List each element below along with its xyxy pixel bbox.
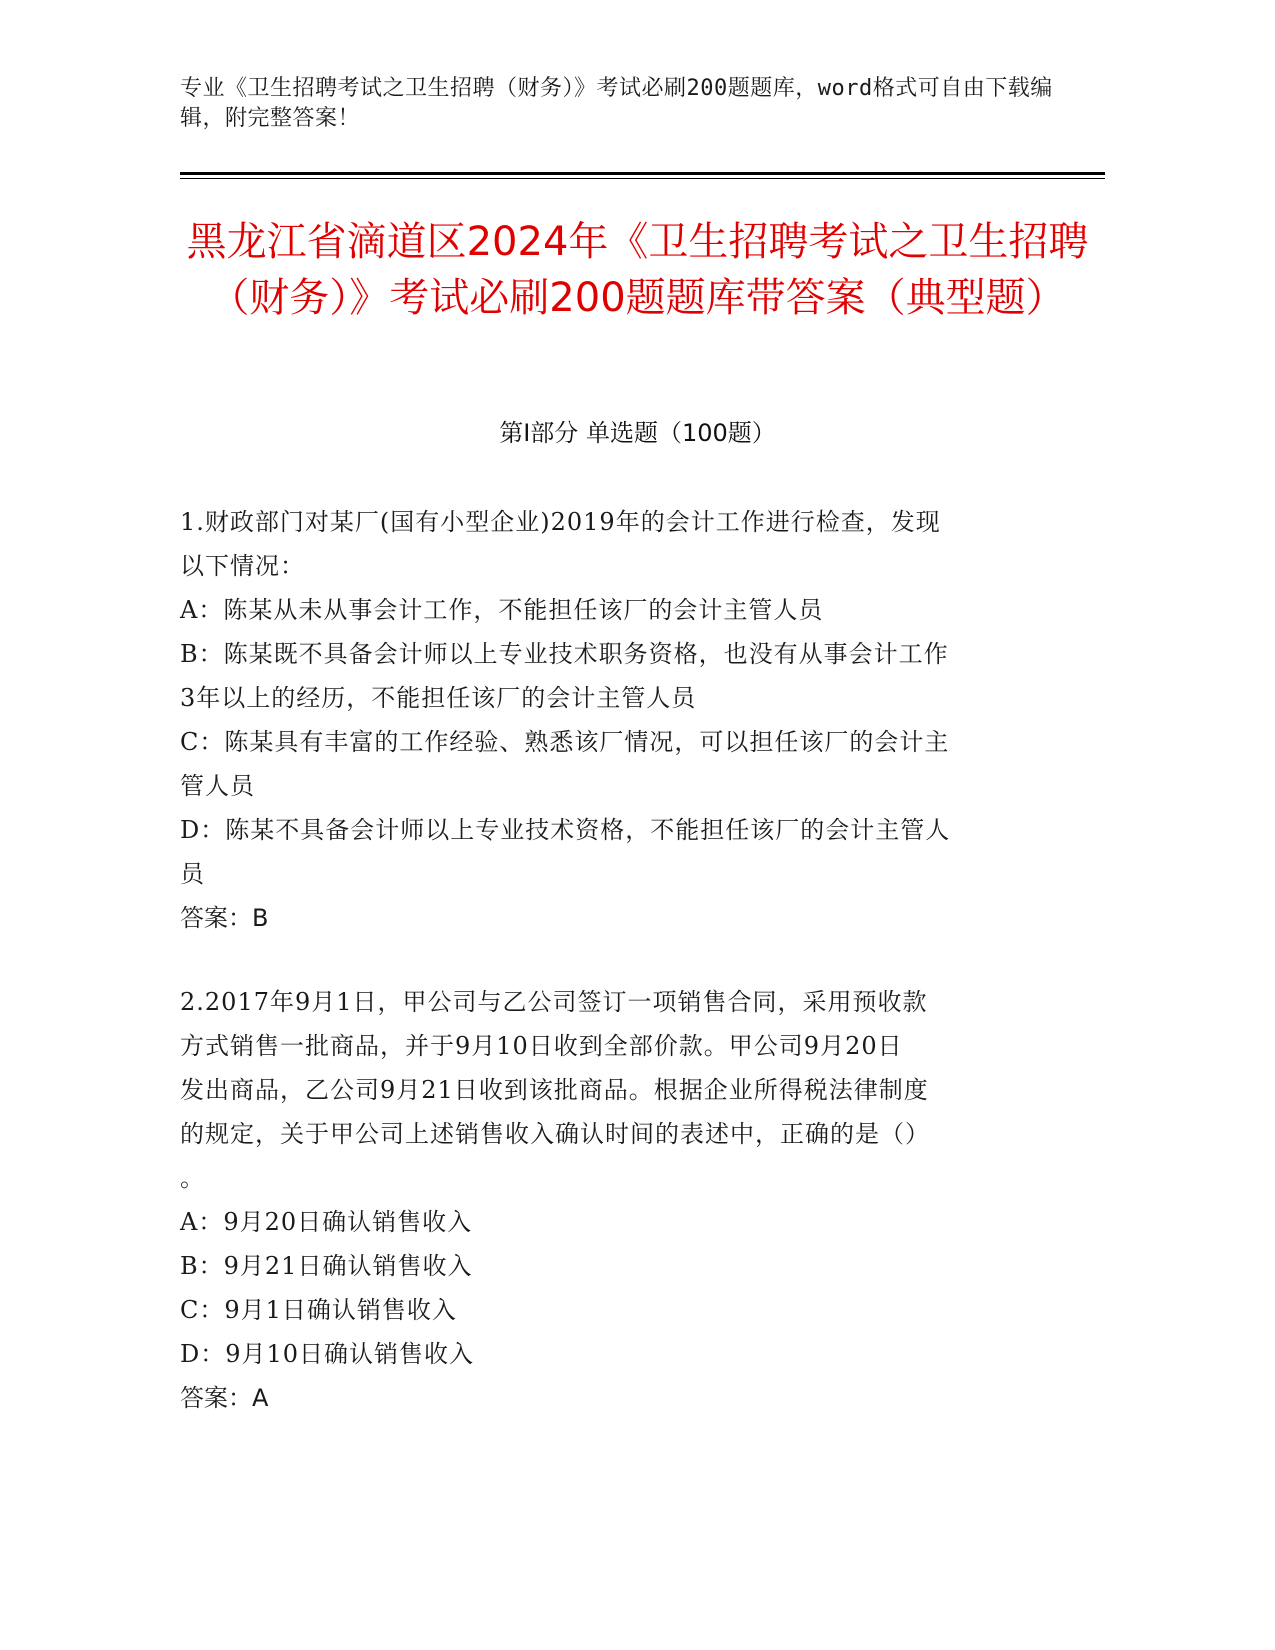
- option-c: C：陈某具有丰富的工作经验、熟悉该厂情况，可以担任该厂的会计主: [180, 728, 950, 756]
- option-b: B：9月21日确认销售收入: [180, 1252, 473, 1280]
- option-a: A：9月20日确认销售收入: [180, 1208, 473, 1236]
- option-d: D：陈某不具备会计师以上专业技术资格，不能担任该厂的会计主管人: [180, 816, 951, 844]
- question-stem-line: 方式销售一批商品，并于9月10日收到全部价款。甲公司9月20日: [180, 1032, 903, 1060]
- answer: 答案：A: [180, 1384, 269, 1412]
- question-2: [180, 980, 1030, 1420]
- section-heading: 第Ⅰ部分 单选题（100题）: [499, 419, 776, 447]
- question-stem-line: 发出商品，乙公司9月21日收到该批商品。根据企业所得税法律制度: [180, 1076, 929, 1104]
- option-b: B：陈某既不具备会计师以上专业技术职务资格，也没有从事会计工作: [180, 640, 949, 668]
- question-stem-line: 2.2017年9月1日，甲公司与乙公司签订一项销售合同，采用预收款: [180, 988, 928, 1016]
- option-c: C：9月1日确认销售收入: [180, 1296, 457, 1324]
- option-d-cont: 员: [180, 860, 205, 888]
- option-d: D：9月10日确认销售收入: [180, 1340, 475, 1368]
- document-title: 黑龙江省滴道区2024年《卫生招聘考试之卫生招聘（财务）》考试必刷200题题库带答案（典型题）: [186, 219, 1089, 321]
- question-stem-line: 。: [180, 1164, 205, 1192]
- question-stem-line: 的规定，关于甲公司上述销售收入确认时间的表述中，正确的是（）: [180, 1120, 930, 1148]
- option-b-cont: 3年以上的经历，不能担任该厂的会计主管人员: [180, 684, 697, 712]
- question-stem-line: 1.财政部门对某厂(国有小型企业)2019年的会计工作进行检查，发现: [180, 508, 941, 536]
- header-rule-thin: [180, 178, 1105, 179]
- option-c-cont: 管人员: [180, 772, 255, 800]
- header-note: 专业《卫生招聘考试之卫生招聘（财务）》考试必刷200题题库，word格式可自由下载编辑，附完整答案！: [180, 76, 1053, 131]
- question-stem-line: 以下情况：: [180, 552, 305, 580]
- option-a: A：陈某从未从事会计工作，不能担任该厂的会计主管人员: [180, 596, 824, 624]
- answer: 答案：B: [180, 904, 269, 932]
- header-rule-thick: [180, 172, 1105, 175]
- question-1: [180, 500, 1030, 940]
